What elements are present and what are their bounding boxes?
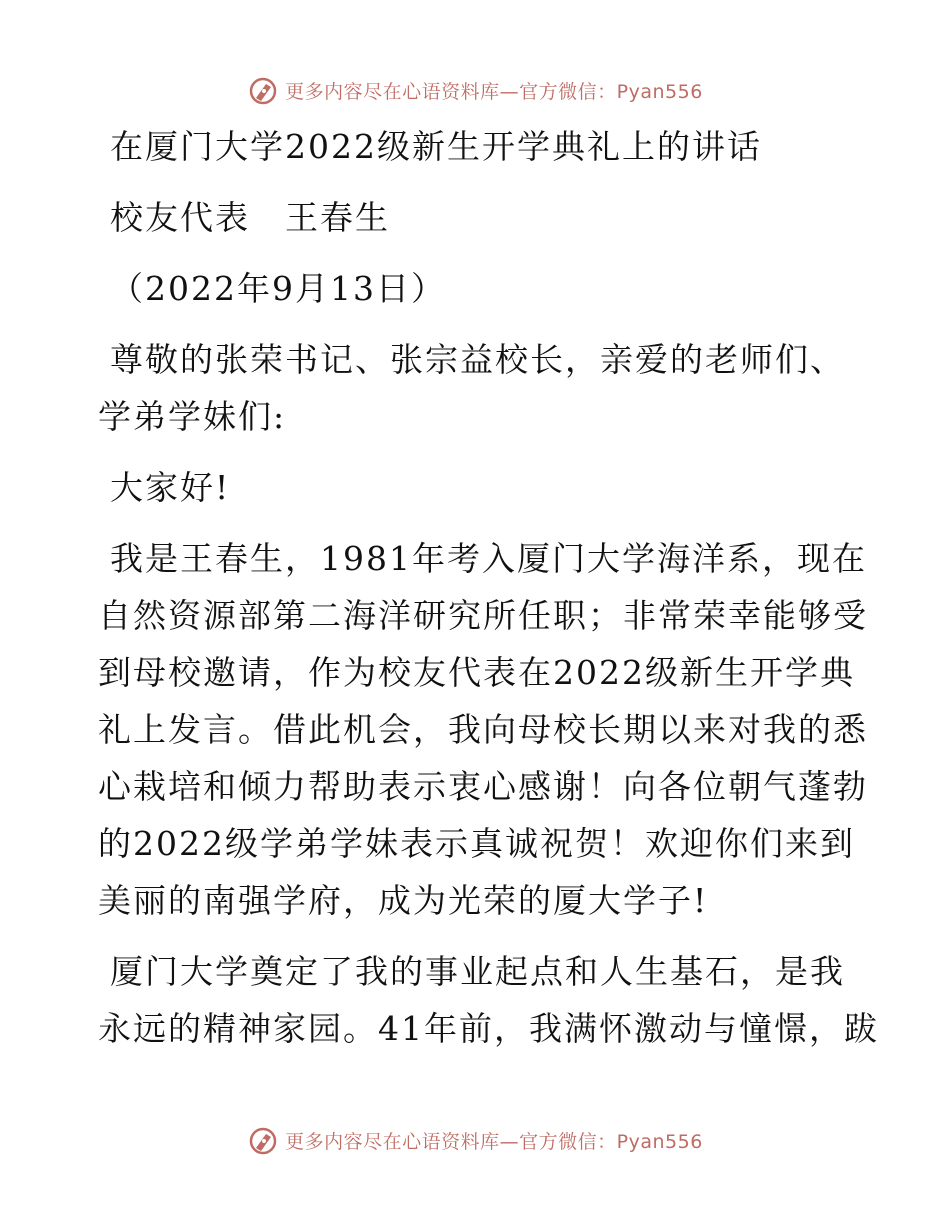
salutation-line: 尊敬的张荣书记、张宗益校长，亲爱的老师们、 bbox=[110, 340, 845, 379]
paragraph-line: 厦门大学奠定了我的事业起点和人生基石，是我 bbox=[110, 952, 845, 991]
document-body bbox=[98, 118, 879, 1057]
greeting-line: 大家好! bbox=[110, 468, 231, 507]
footer-banner bbox=[0, 1120, 950, 1160]
paragraph-line: 永远的精神家园。41年前，我满怀激动与憧憬，跋 bbox=[98, 1009, 879, 1048]
salutation-line: 学弟学妹们: bbox=[98, 397, 287, 436]
paragraph-line: 到母校邀请，作为校友代表在2022级新生开学典 bbox=[98, 653, 855, 692]
date-line: （2022年9月13日） bbox=[110, 269, 446, 308]
header-banner bbox=[0, 70, 950, 110]
speaker-line: 校友代表 王春生 bbox=[110, 198, 390, 237]
banner-text: 更多内容尽在心语资料库—官方微信：Pyan556 bbox=[285, 80, 703, 103]
paragraph-line: 心栽培和倾力帮助表示衷心感谢！向各位朝气蓬勃 bbox=[98, 767, 868, 806]
paragraph-line: 我是王春生，1981年考入厦门大学海洋系，现在 bbox=[110, 539, 867, 578]
paragraph-line: 的2022级学弟学妹表示真诚祝贺！欢迎你们来到 bbox=[98, 824, 855, 863]
paragraph-line: 自然资源部第二海洋研究所任职；非常荣幸能够受 bbox=[98, 596, 868, 635]
speech-title: 在厦门大学2022级新生开学典礼上的讲话 bbox=[110, 127, 762, 166]
pen-nib-circle-icon bbox=[247, 1124, 279, 1156]
paragraph-line: 美丽的南强学府，成为光荣的厦大学子! bbox=[98, 881, 709, 920]
pen-nib-circle-icon bbox=[247, 74, 279, 106]
banner-text: 更多内容尽在心语资料库—官方微信：Pyan556 bbox=[285, 1130, 703, 1153]
paragraph-line: 礼上发言。借此机会，我向母校长期以来对我的悉 bbox=[98, 710, 868, 749]
